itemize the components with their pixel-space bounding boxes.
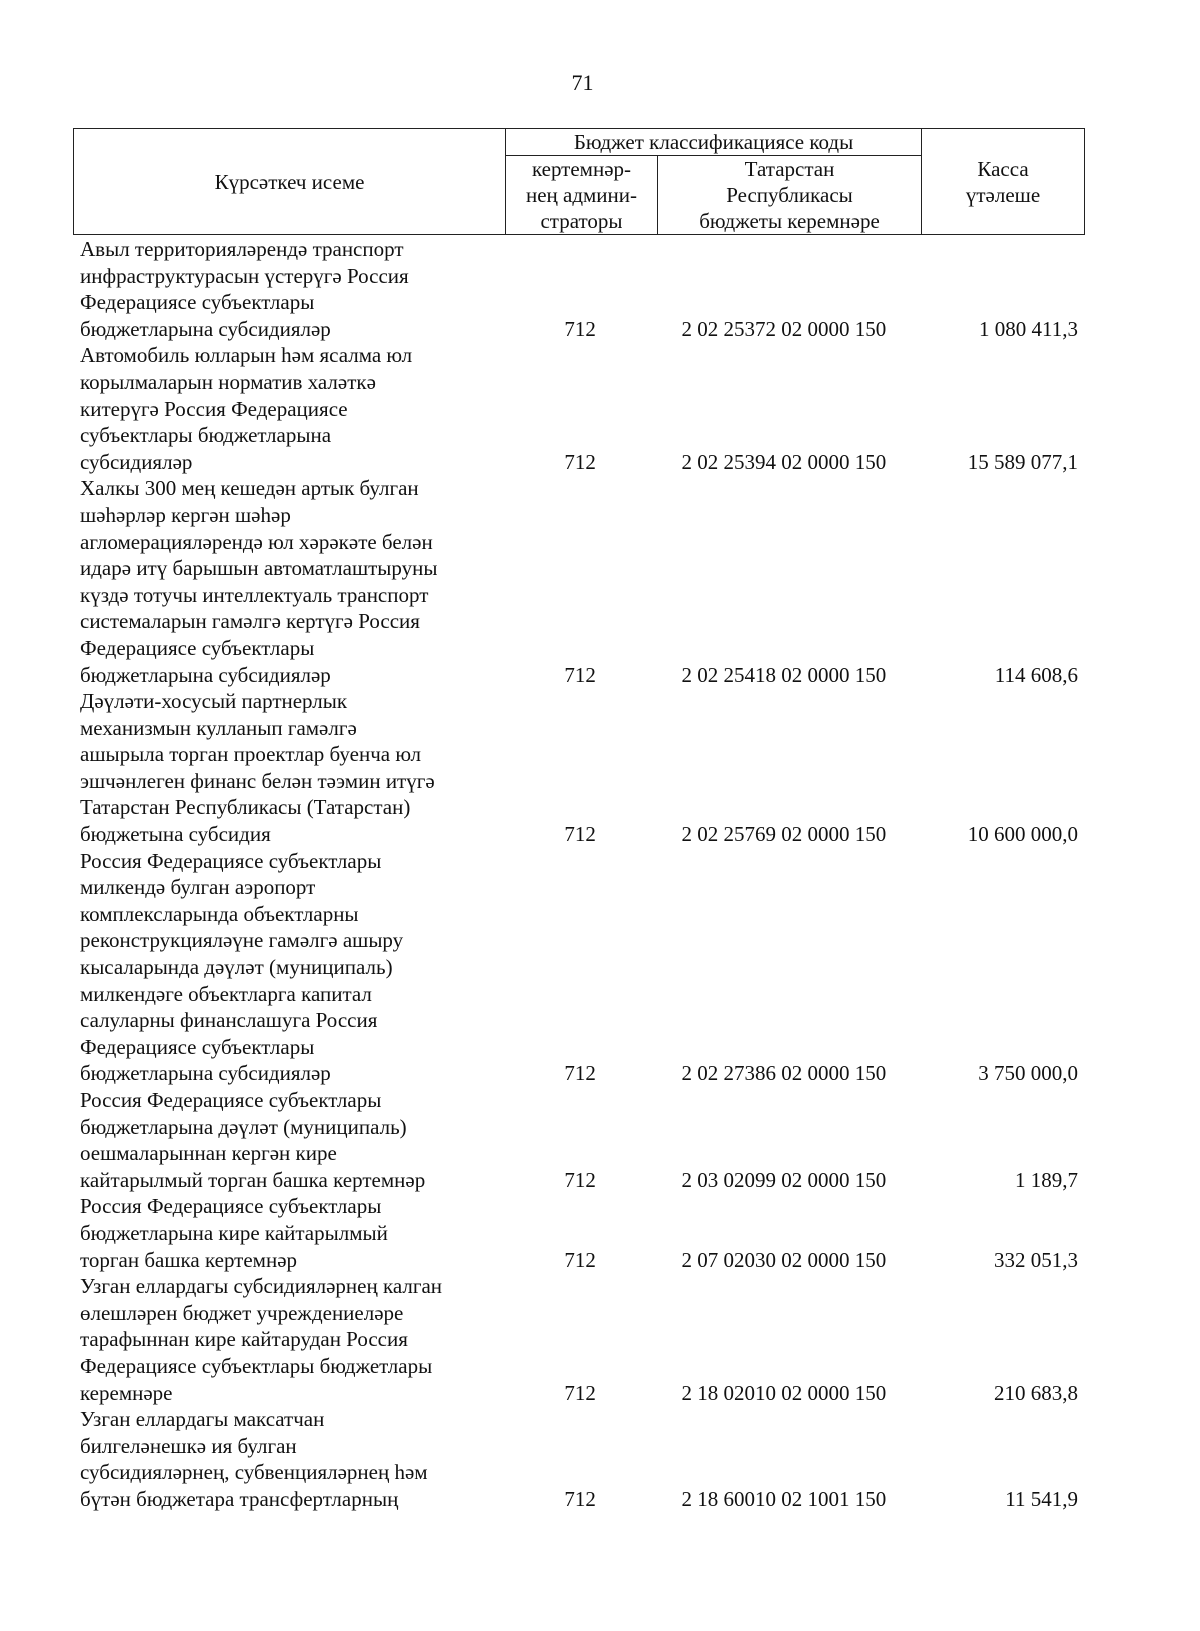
table-body bbox=[80, 236, 1090, 1513]
row-name-line: Россия Федерациясе субъектлары bbox=[80, 1194, 382, 1219]
row-name-line: кысаларында дәүләт (муниципаль) bbox=[80, 955, 393, 980]
row-name-line: китерүгә Россия Федерациясе bbox=[80, 396, 348, 421]
row-cash-amount: 10 600 000,0 bbox=[967, 822, 1078, 847]
row-name-line: бюджетына субсидия bbox=[80, 822, 271, 847]
row-cash-amount: 1 189,7 bbox=[1015, 1167, 1078, 1192]
row-admin-code: 712 bbox=[564, 1380, 596, 1405]
header-admin-line: кертемнәр- bbox=[531, 157, 632, 181]
row-cash-amount: 1 080 411,3 bbox=[979, 316, 1078, 341]
row-name-line: шәһәрләр кергән шәһәр bbox=[80, 502, 291, 527]
row-name-line: бюджетларына кире кайтарылмый bbox=[80, 1220, 388, 1245]
row-indicator-name bbox=[80, 342, 497, 475]
row-name-line: агломерацияләрендә юл хәрәкәте белән bbox=[80, 529, 433, 554]
table-row bbox=[80, 1087, 1090, 1193]
row-name-line: бюджетларына субсидияләр bbox=[80, 662, 331, 687]
header-indicator-name: Күрсәткеч исеме bbox=[74, 129, 506, 235]
row-name-line: Авыл территорияләрендә транспорт bbox=[80, 237, 404, 261]
row-name-line: бүтән бюджетара трансфертларның bbox=[80, 1486, 399, 1511]
table-row bbox=[80, 342, 1090, 475]
row-indicator-name bbox=[80, 1087, 497, 1193]
row-name-line: милкендә булган аэропорт bbox=[80, 875, 316, 900]
row-name-line: субъектлары бюджетларына bbox=[80, 423, 332, 448]
row-name-line: оешмаларыннан кергән кире bbox=[80, 1141, 337, 1166]
row-name-line: Россия Федерациясе субъектлары bbox=[80, 848, 382, 873]
row-admin-code: 712 bbox=[564, 449, 596, 474]
row-cash-amount: 210 683,8 bbox=[994, 1380, 1078, 1405]
row-indicator-name bbox=[80, 1273, 497, 1406]
row-name-line: Узган еллардагы субсидияләрнең калган bbox=[80, 1274, 443, 1299]
row-budget-code: 2 02 25769 02 0000 150 bbox=[681, 822, 887, 847]
row-budget-code: 2 18 60010 02 1001 150 bbox=[681, 1486, 887, 1511]
row-name-line: субсидияләр bbox=[80, 449, 193, 474]
header-cash-line: үтәлеше bbox=[965, 182, 1041, 207]
row-admin-code: 712 bbox=[564, 822, 596, 847]
row-budget-code: 2 07 02030 02 0000 150 bbox=[681, 1247, 887, 1272]
row-name-line: инфраструктурасын үстерүгә Россия bbox=[80, 263, 409, 288]
row-admin-code: 712 bbox=[564, 662, 596, 687]
row-name-line: реконструкцияләүне гамәлгә ашыру bbox=[80, 928, 404, 953]
row-admin-code: 712 bbox=[564, 1486, 596, 1511]
table-row bbox=[80, 1406, 1090, 1512]
table-row bbox=[80, 688, 1090, 848]
header-budget-revenues bbox=[658, 156, 922, 235]
row-cash-amount: 11 541,9 bbox=[1005, 1486, 1078, 1511]
row-admin-code: 712 bbox=[564, 1247, 596, 1272]
row-name-line: Халкы 300 мең кешедән артык булган bbox=[80, 476, 419, 501]
row-cash-amount: 114 608,6 bbox=[994, 662, 1078, 687]
row-budget-code: 2 02 25418 02 0000 150 bbox=[681, 662, 887, 687]
row-name-line: салуларны финанслашуга Россия bbox=[80, 1008, 378, 1033]
row-name-line: күздә тотучы интеллектуаль транспорт bbox=[80, 582, 429, 607]
header-revenue-administrators bbox=[506, 156, 658, 235]
table-row bbox=[80, 236, 1090, 342]
row-name-line: Федерациясе субъектлары бюджетлары bbox=[80, 1353, 433, 1378]
row-cash-amount: 332 051,3 bbox=[994, 1247, 1078, 1272]
row-budget-code: 2 18 02010 02 0000 150 bbox=[681, 1380, 887, 1405]
row-name-line: бюджетларына субсидияләр bbox=[80, 1061, 331, 1086]
table-row bbox=[80, 848, 1090, 1087]
row-name-line: тарафыннан кире кайтарудан Россия bbox=[80, 1327, 408, 1352]
table-header bbox=[73, 128, 1085, 235]
row-name-line: Узган еллардагы максатчан bbox=[80, 1407, 325, 1432]
row-name-line: өлешләрен бюджет учреждениеләре bbox=[80, 1300, 404, 1325]
row-name-line: Автомобиль юлларын һәм ясалма юл bbox=[80, 343, 413, 368]
row-name-line: корылмаларын норматив халәткә bbox=[80, 369, 376, 394]
row-admin-code: 712 bbox=[564, 316, 596, 341]
row-budget-code: 2 02 25372 02 0000 150 bbox=[681, 316, 887, 341]
row-indicator-name bbox=[80, 688, 497, 848]
row-budget-code: 2 02 27386 02 0000 150 bbox=[681, 1061, 887, 1086]
row-name-line: механизмын кулланып гамәлгә bbox=[80, 715, 357, 740]
header-revenue-line: Республикасы bbox=[726, 183, 853, 207]
header-admin-line: нең админи- bbox=[525, 183, 638, 207]
row-indicator-name bbox=[80, 475, 497, 688]
row-name-line: комплексларында объектларны bbox=[80, 901, 359, 926]
row-name-line: Россия Федерациясе субъектлары bbox=[80, 1088, 382, 1112]
row-name-line: Федерациясе субъектлары bbox=[80, 1034, 315, 1059]
row-name-line: эшчәнлеген финанс белән тәэмин итүгә bbox=[80, 768, 435, 793]
row-name-line: Федерациясе субъектлары bbox=[80, 635, 315, 660]
table-row bbox=[80, 1273, 1090, 1406]
row-cash-amount: 3 750 000,0 bbox=[978, 1061, 1078, 1086]
header-admin-line: страторы bbox=[540, 209, 623, 233]
header-cash-execution bbox=[922, 129, 1085, 235]
row-indicator-name bbox=[80, 1193, 497, 1273]
row-name-line: Федерациясе субъектлары bbox=[80, 290, 315, 315]
row-name-line: идарә итү барышын автоматлаштыруны bbox=[80, 556, 438, 581]
row-name-line: торган башка кертемнәр bbox=[80, 1247, 298, 1272]
row-name-line: бюджетларына дәүләт (муниципаль) bbox=[80, 1114, 407, 1139]
row-cash-amount: 15 589 077,1 bbox=[967, 449, 1078, 474]
row-name-line: субсидияләрнең, субвенцияләрнең һәм bbox=[80, 1460, 428, 1485]
header-cash-line: Касса bbox=[977, 156, 1029, 181]
row-name-line: кайтарылмый торган башка кертемнәр bbox=[80, 1167, 426, 1192]
page-number: 71 bbox=[571, 70, 594, 95]
row-name-line: бюджетларына субсидияләр bbox=[80, 316, 331, 341]
row-budget-code: 2 03 02099 02 0000 150 bbox=[681, 1167, 887, 1192]
row-indicator-name bbox=[80, 236, 497, 342]
row-indicator-name bbox=[80, 1406, 497, 1512]
row-budget-code: 2 02 25394 02 0000 150 bbox=[681, 449, 887, 474]
table-row bbox=[80, 475, 1090, 688]
row-name-line: Татарстан Республикасы (Татарстан) bbox=[80, 795, 411, 820]
row-indicator-name bbox=[80, 848, 497, 1087]
row-admin-code: 712 bbox=[564, 1061, 596, 1086]
header-revenue-line: Татарстан bbox=[744, 157, 835, 181]
row-name-line: Дәүләти-хосусый партнерлык bbox=[80, 689, 348, 714]
header-revenue-line: бюджеты керемнәре bbox=[699, 209, 880, 233]
row-name-line: системаларын гамәлгә кертүгә Россия bbox=[80, 609, 420, 634]
row-name-line: керемнәре bbox=[80, 1380, 173, 1405]
header-budget-code-group: Бюджет классификациясе коды bbox=[506, 129, 922, 156]
table-row bbox=[80, 1193, 1090, 1273]
row-name-line: билгеләнешкә ия булган bbox=[80, 1433, 297, 1458]
row-name-line: милкендәге объектларга капитал bbox=[80, 981, 372, 1006]
row-name-line: ашырыла торган проектлар буенча юл bbox=[80, 742, 421, 767]
row-admin-code: 712 bbox=[564, 1167, 596, 1192]
